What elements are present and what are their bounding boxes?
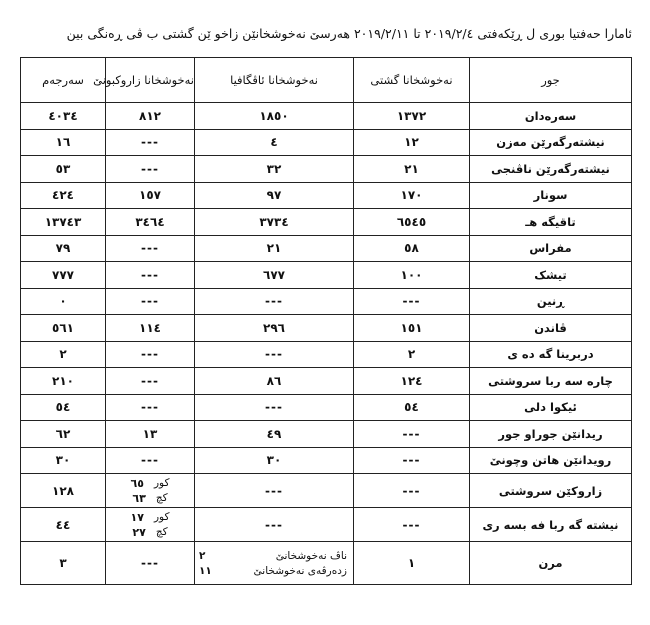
table-row (21, 368, 632, 395)
table-row (21, 103, 632, 130)
boys-count: کور ١٧ (130, 510, 170, 524)
table-row (21, 421, 632, 448)
cell-total: ١٦ (21, 129, 106, 156)
header-general-hospital: نەخوشخانا گشتی (354, 58, 470, 103)
table-row (21, 262, 632, 289)
table-row (21, 341, 632, 368)
cell-general: --- (354, 288, 470, 315)
table-row (21, 315, 632, 342)
cell-maternity: ٨١٢ (106, 103, 195, 130)
cell-death-notes (195, 542, 354, 585)
cell-maternity: --- (106, 447, 195, 474)
cell-total: ٤٠٣٤ (21, 103, 106, 130)
cell-maternity: --- (106, 394, 195, 421)
row-type: نیشتەرگەرێن مەزن (470, 129, 632, 156)
cell-other: --- (195, 474, 354, 508)
cell-other: ٤ (195, 129, 354, 156)
cell-total: ٤٢٤ (21, 182, 106, 209)
cell-maternity: --- (106, 235, 195, 262)
cell-general: ١ (354, 542, 470, 585)
cell-other: ٢٩٦ (195, 315, 354, 342)
cell-general: ٢١ (354, 156, 470, 183)
table-row-natural-birth (21, 474, 632, 508)
cell-general: ١٢٤ (354, 368, 470, 395)
cell-total: ٣٠ (21, 447, 106, 474)
cell-total: ٢ (21, 341, 106, 368)
table-row-deaths (21, 542, 632, 585)
cell-maternity: ١٣ (106, 421, 195, 448)
table-row (21, 182, 632, 209)
header-maternity-hospital: نەخوشخانا زاروکبونێ (106, 58, 195, 103)
row-type: ریدانێن جوراو جور (470, 421, 632, 448)
row-type: مفراس (470, 235, 632, 262)
cell-other: ٨٦ (195, 368, 354, 395)
cell-other: ١٨٥٠ (195, 103, 354, 130)
cell-other: ٣٢ (195, 156, 354, 183)
cell-general: ١٣٧٢ (354, 103, 470, 130)
table-row (21, 129, 632, 156)
inside-hospital-note: ناڤ نەخوشخانێ ٢ (199, 549, 347, 562)
row-type: دربرینا گە دە ی (470, 341, 632, 368)
cell-other: ٩٧ (195, 182, 354, 209)
row-type: سونار (470, 182, 632, 209)
cell-other: ٢١ (195, 235, 354, 262)
cell-total: ٠ (21, 288, 106, 315)
row-type: نیشتەرگەرێن ناڤنجی (470, 156, 632, 183)
cell-other: --- (195, 394, 354, 421)
cell-general: ١٢ (354, 129, 470, 156)
cell-maternity: --- (106, 368, 195, 395)
header-type: جور (470, 58, 632, 103)
row-type: ڕنین (470, 288, 632, 315)
row-type: مرن (470, 542, 632, 585)
cell-maternity-split (106, 474, 195, 508)
cell-total: ٣ (21, 542, 106, 585)
cell-maternity: ١٥٧ (106, 182, 195, 209)
cell-maternity: ١١٤ (106, 315, 195, 342)
cell-other: ٦٧٧ (195, 262, 354, 289)
cell-general: --- (354, 474, 470, 508)
header-total: سەرجەم (21, 58, 106, 103)
document-title: ئامارا حەفتیا بوری ل ڕێکەفتی ٢٠١٩/٢/٤ تا ٢٠١٩/٢/١١ هەرسێ نەخوشخانێن زاخو ێن گشتی ب ڤی ڕەنگی بین (66, 26, 632, 41)
cell-total: ٦٢ (21, 421, 106, 448)
table-row (21, 156, 632, 183)
header-emergency-hospital: نەخوشخانا ئاڤگافیا (195, 58, 354, 103)
table-row-caesarean (21, 508, 632, 542)
cell-maternity: --- (106, 341, 195, 368)
cell-maternity: ٣٤٦٤ (106, 209, 195, 236)
cell-total: ٥٦١ (21, 315, 106, 342)
cell-other: --- (195, 341, 354, 368)
cell-general: ٦٥٤٥ (354, 209, 470, 236)
cell-other: ٣٠ (195, 447, 354, 474)
row-type: زاروکێن سروشتی (470, 474, 632, 508)
row-type: چارە سە ربا سروشتی (470, 368, 632, 395)
cell-other: ٣٧٣٤ (195, 209, 354, 236)
cell-maternity: --- (106, 129, 195, 156)
cell-maternity-split (106, 508, 195, 542)
table-row (21, 288, 632, 315)
row-type: نیشتە گە ربا فە بسە ری (470, 508, 632, 542)
row-type: ئیکوا دلی (470, 394, 632, 421)
cell-maternity: --- (106, 288, 195, 315)
cell-maternity: --- (106, 262, 195, 289)
girls-count: کچ ٢٧ (132, 525, 168, 539)
cell-other: --- (195, 288, 354, 315)
cell-general: ٥٤ (354, 394, 470, 421)
row-type: ڤاندن (470, 315, 632, 342)
table-row (21, 447, 632, 474)
cell-other: ٤٩ (195, 421, 354, 448)
cell-general: ١٥١ (354, 315, 470, 342)
boys-count: کور ٦٥ (130, 476, 170, 490)
cell-general: ١٠٠ (354, 262, 470, 289)
girls-count: کچ ٦٣ (132, 491, 168, 505)
cell-general: ١٧٠ (354, 182, 470, 209)
cell-maternity: --- (106, 542, 195, 585)
cell-total: ١٢٨ (21, 474, 106, 508)
cell-total: ٥٤ (21, 394, 106, 421)
table-header-row (21, 58, 632, 103)
cell-total: ٥٣ (21, 156, 106, 183)
row-type: سەرەدان (470, 103, 632, 130)
cell-maternity: --- (106, 156, 195, 183)
cell-total: ٢١٠ (21, 368, 106, 395)
cell-general: --- (354, 508, 470, 542)
table-row (21, 209, 632, 236)
cell-general: ٢ (354, 341, 470, 368)
row-type: تاقیگە هـ (470, 209, 632, 236)
outside-hospital-note: زدەرڤەی نەخوشخانێ ١١ (199, 564, 347, 577)
cell-general: --- (354, 421, 470, 448)
cell-general: ٥٨ (354, 235, 470, 262)
cell-total: ٤٤ (21, 508, 106, 542)
table-row (21, 235, 632, 262)
row-type: رویدانێن هاتن وچونێ (470, 447, 632, 474)
cell-other: --- (195, 508, 354, 542)
cell-total: ٧٧٧ (21, 262, 106, 289)
cell-general: --- (354, 447, 470, 474)
cell-total: ٧٩ (21, 235, 106, 262)
table-row (21, 394, 632, 421)
statistics-table (20, 57, 632, 585)
row-type: تیشک (470, 262, 632, 289)
cell-total: ١٣٧٤٣ (21, 209, 106, 236)
